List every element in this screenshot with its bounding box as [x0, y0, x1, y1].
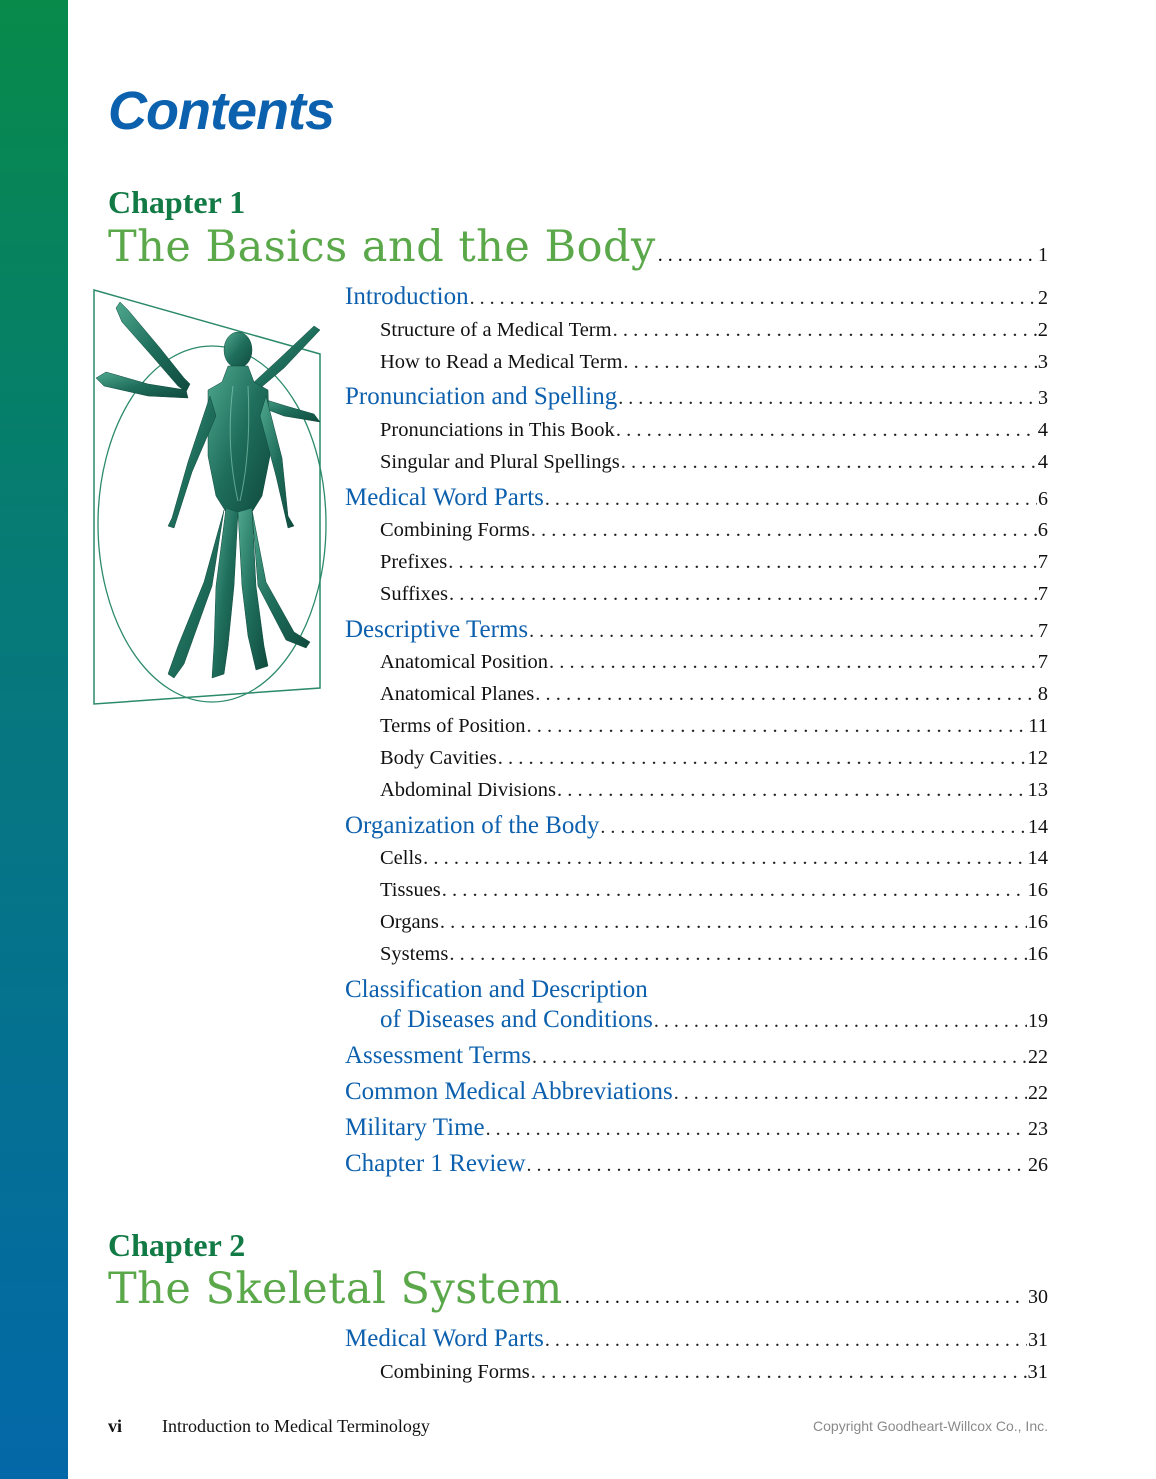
toc-subentry-page: 4	[1037, 451, 1048, 473]
dot-leader	[423, 847, 1026, 870]
toc-entry[interactable]	[345, 1042, 1048, 1070]
dot-leader	[486, 1118, 1027, 1141]
dot-leader	[616, 419, 1037, 442]
toc-entry-title-line1[interactable]: Classification and Description	[345, 976, 648, 1003]
toc-subentry[interactable]	[380, 779, 1048, 802]
toc-subentry[interactable]	[380, 583, 1048, 606]
toc-subentry-title: Cells	[380, 847, 423, 869]
dot-leader	[674, 1082, 1027, 1105]
dot-leader	[442, 879, 1027, 902]
toc-subentry-title: Systems	[380, 943, 449, 965]
toc-subentry-page: 31	[1027, 1361, 1048, 1383]
toc-subentry-page: 8	[1037, 683, 1048, 705]
toc-subentry-title: Organs	[380, 911, 439, 933]
toc-subentry-page: 13	[1027, 779, 1048, 801]
toc-subentry[interactable]	[380, 1361, 1048, 1384]
toc-subentry-title: Tissues	[380, 879, 441, 901]
dot-leader	[440, 911, 1027, 934]
chapter-2-page: 30	[1028, 1286, 1048, 1308]
toc-subentry-title: Singular and Plural Spellings	[380, 451, 620, 473]
toc-subentry[interactable]	[380, 419, 1048, 442]
toc-subentry-page: 16	[1027, 911, 1048, 933]
toc-subentry[interactable]	[380, 943, 1048, 966]
toc-entry-page: 7	[1038, 620, 1048, 642]
toc-entry-title: Military Time	[345, 1114, 485, 1141]
toc-entry-page: 26	[1028, 1154, 1048, 1176]
toc-subentry-page: 6	[1037, 519, 1048, 541]
dot-leader	[565, 1286, 1026, 1309]
toc-entry[interactable]	[345, 1150, 1048, 1178]
toc-entry[interactable]	[345, 1325, 1048, 1353]
toc-subentry-page: 7	[1037, 583, 1048, 605]
page-title: Contents	[108, 81, 334, 141]
toc-subentry-title: Prefixes	[380, 551, 448, 573]
copyright-notice: Copyright Goodheart-Willcox Co., Inc.	[813, 1418, 1048, 1434]
toc-subentry-page: 16	[1027, 943, 1048, 965]
dot-leader	[498, 747, 1027, 770]
toc-subentry[interactable]	[380, 715, 1048, 738]
toc-subentry[interactable]	[380, 879, 1048, 902]
toc-entry-page: 23	[1028, 1118, 1048, 1140]
dot-leader	[621, 451, 1037, 474]
toc-subentry[interactable]	[380, 847, 1048, 870]
toc-subentry-title: Body Cavities	[380, 747, 497, 769]
dot-leader	[545, 1329, 1027, 1352]
toc-subentry-title: Terms of Position	[380, 715, 526, 737]
dot-leader	[470, 287, 1037, 310]
toc-subentry-page: 11	[1028, 715, 1048, 737]
book-title: Introduction to Medical Terminology	[162, 1416, 430, 1436]
dot-leader	[531, 1361, 1027, 1384]
toc-subentry[interactable]	[380, 551, 1048, 574]
dot-leader	[449, 943, 1026, 966]
toc-entry-title: Common Medical Abbreviations	[345, 1078, 673, 1105]
toc-subentry-page: 2	[1037, 319, 1048, 341]
toc-entry[interactable]	[345, 383, 1048, 411]
toc-subentry[interactable]	[380, 319, 1048, 342]
toc-entry-title: Descriptive Terms	[345, 616, 529, 643]
toc-subentry-page: 3	[1037, 351, 1048, 373]
chapter-1-title: The Basics and the Body	[108, 222, 656, 272]
toc-subentry-title: Combining Forms	[380, 519, 530, 541]
dot-leader	[658, 244, 1036, 267]
toc-entry-page: 19	[1028, 1010, 1048, 1032]
toc-subentry-title: Anatomical Position	[380, 651, 548, 673]
toc-subentry[interactable]	[380, 911, 1048, 934]
side-color-bar	[0, 0, 68, 1479]
chapter-2-title-row[interactable]	[108, 1264, 1048, 1324]
toc-subentry[interactable]	[380, 651, 1048, 674]
dot-leader	[613, 319, 1037, 342]
toc-subentry-page: 4	[1037, 419, 1048, 441]
toc-subentry-title: Combining Forms	[380, 1361, 530, 1383]
toc-entry[interactable]	[345, 283, 1048, 311]
dot-leader	[532, 1046, 1027, 1069]
dot-leader	[531, 519, 1037, 542]
dot-leader	[529, 620, 1037, 643]
toc-entry[interactable]	[380, 1006, 1048, 1034]
toc-entry[interactable]	[345, 1078, 1048, 1106]
vitruvian-figure-icon	[88, 286, 328, 710]
chapter-2-label: Chapter 2	[108, 1227, 246, 1263]
toc-entry-title: Introduction	[345, 283, 469, 310]
toc-subentry-page: 12	[1027, 747, 1048, 769]
toc-subentry[interactable]	[380, 351, 1048, 374]
toc-entry-title: Chapter 1 Review	[345, 1150, 526, 1177]
dot-leader	[600, 816, 1027, 839]
dot-leader	[623, 351, 1036, 374]
dot-leader	[557, 779, 1027, 802]
toc-subentry-title: Structure of a Medical Term	[380, 319, 612, 341]
toc-entry-page: 14	[1028, 816, 1048, 838]
dot-leader	[448, 551, 1037, 574]
toc-entry-title: Pronunciation and Spelling	[345, 383, 618, 410]
toc-subentry-page: 16	[1027, 879, 1048, 901]
toc-subentry-title: Pronunciations in This Book	[380, 419, 615, 441]
dot-leader	[549, 651, 1037, 674]
chapter-2-title: The Skeletal System	[108, 1264, 563, 1314]
dot-leader	[527, 1154, 1027, 1177]
toc-subentry[interactable]	[380, 519, 1048, 542]
toc-entry-page: 22	[1028, 1082, 1048, 1104]
toc-subentry-title: How to Read a Medical Term	[380, 351, 623, 373]
dot-leader	[449, 583, 1037, 606]
toc-entry-page: 2	[1038, 287, 1048, 309]
dot-leader	[654, 1010, 1027, 1033]
toc-entry-page: 22	[1028, 1046, 1048, 1068]
dot-leader	[526, 715, 1027, 738]
toc-entry-page: 6	[1038, 488, 1048, 510]
chapter-1-page: 1	[1038, 244, 1048, 266]
toc-entry-title: Organization of the Body	[345, 812, 600, 839]
toc-subentry-title: Suffixes	[380, 583, 448, 605]
chapter-1-label: Chapter 1	[108, 184, 246, 220]
chapter-1-title-row[interactable]	[108, 222, 1048, 282]
toc-subentry[interactable]	[380, 683, 1048, 706]
toc-entry-title: of Diseases and Conditions	[380, 1006, 653, 1033]
toc-entry-page: 31	[1028, 1329, 1048, 1351]
toc-entry[interactable]	[345, 812, 1048, 840]
dot-leader	[618, 387, 1037, 410]
toc-subentry-title: Abdominal Divisions	[380, 779, 556, 801]
toc-subentry[interactable]	[380, 747, 1048, 770]
toc-entry[interactable]	[345, 616, 1048, 644]
toc-entry[interactable]	[345, 484, 1048, 512]
toc-entry-page: 3	[1038, 387, 1048, 409]
dot-leader	[535, 683, 1036, 706]
dot-leader	[545, 488, 1037, 511]
toc-entry-title: Medical Word Parts	[345, 1325, 544, 1352]
toc-subentry-page: 7	[1037, 651, 1048, 673]
toc-subentry-page: 7	[1037, 551, 1048, 573]
page-folio: vi	[108, 1416, 123, 1436]
toc-subentry-title: Anatomical Planes	[380, 683, 535, 705]
toc-entry[interactable]	[345, 1114, 1048, 1142]
toc-subentry-page: 14	[1027, 847, 1048, 869]
toc-entry-title: Medical Word Parts	[345, 484, 544, 511]
toc-entry-title: Assessment Terms	[345, 1042, 531, 1069]
toc-subentry[interactable]	[380, 451, 1048, 474]
